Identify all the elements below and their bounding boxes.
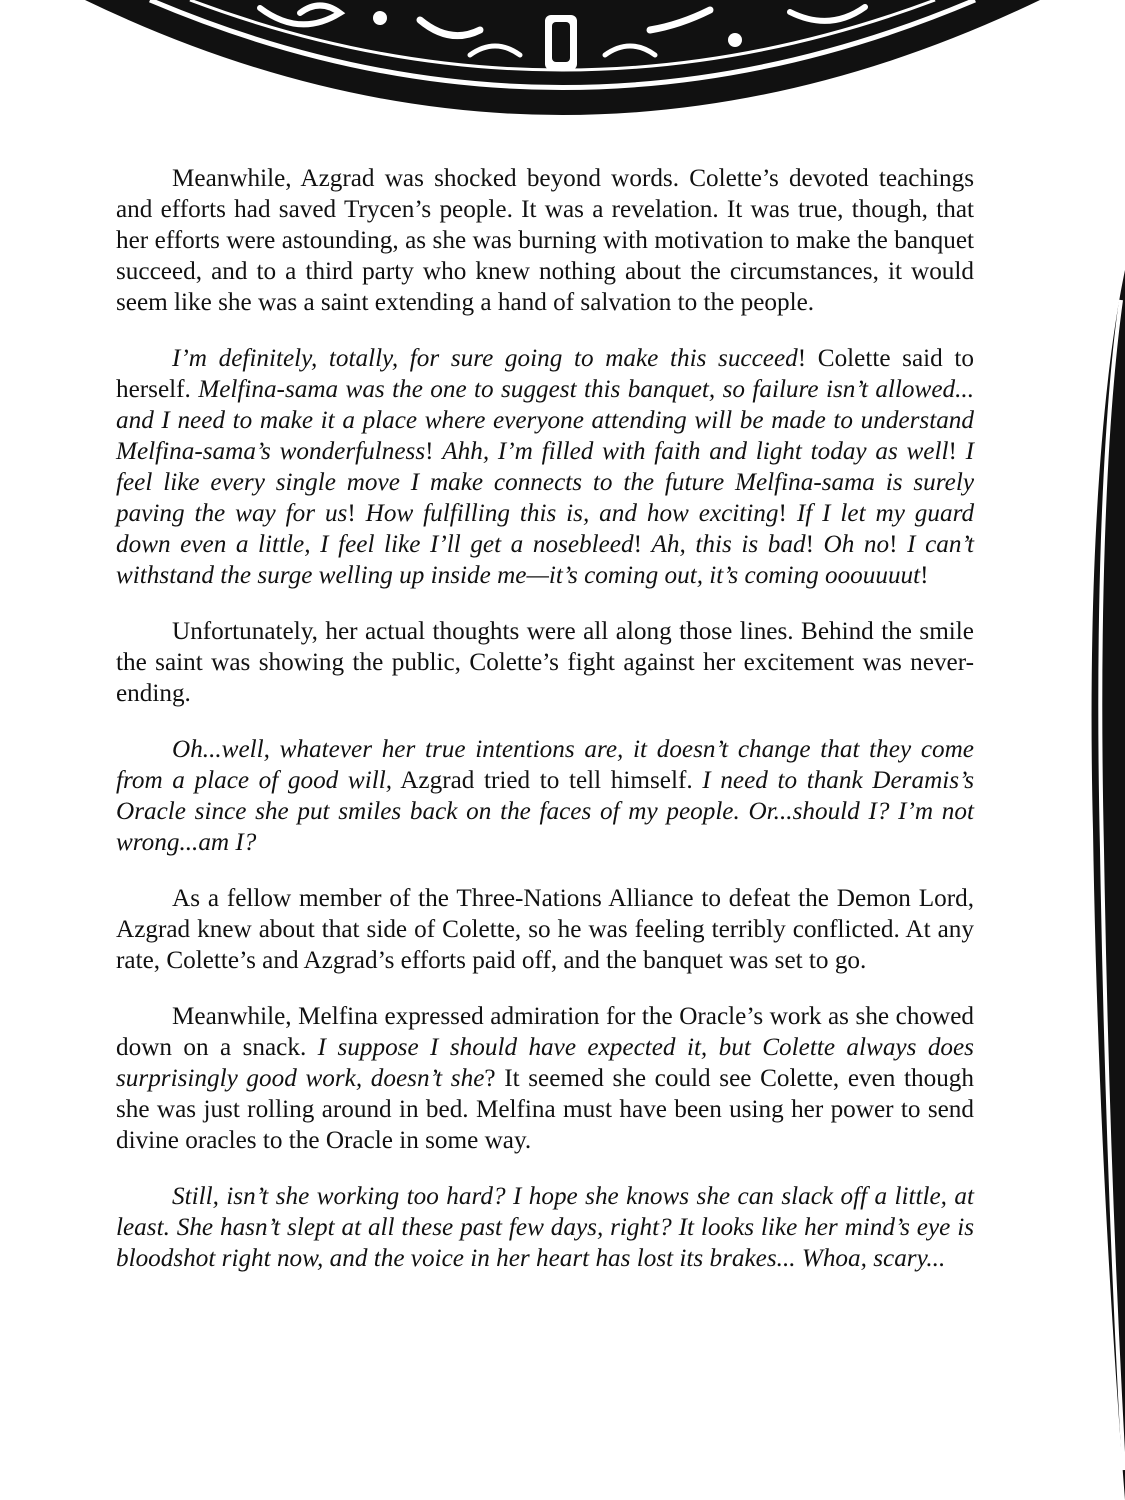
right-side-ornament [1075,270,1125,1500]
italic-thought-text: I can’t withstand the surge welling up inside me—it’s coming out, it’s coming ooouuuut [116,531,975,589]
italic-thought-text: Ahh, I’m filled with faith and light today as well [442,438,949,465]
italic-thought-text: Ah, this is bad [651,531,806,558]
narration-text: Unfortunately, her actual thoughts were all along those lines. Behind the smile the saint was showing the public, Colette’s fight against her excitement was never-ending. [116,618,974,707]
narration-text: As a fellow member of the Three-Nations Alliance to defeat the Demon Lord, Azgrad knew about that side of Colette, so he was feeling terribly conflicted. At any rate, Colette’s and Azgrad’s efforts paid off, and the banquet was set to go. [116,885,974,974]
narration-text: ! [889,531,908,558]
narration-text: ! Colette said to herself. [116,345,974,403]
italic-thought-text: Oh no [823,531,890,558]
paragraph [116,734,974,858]
italic-thought-text: Still, isn’t she working too hard? I hope she knows she can slack off a little, at least. She hasn’t slept at all these past few days, right? It looks like her mind’s eye is bloodshot right now, and the voice in her heart has lost its brakes... Whoa, scary... [116,1183,974,1272]
paragraph [116,343,974,591]
italic-thought-text: I’m definitely, totally, for sure going to make this succeed [172,345,798,372]
narration-text: ! [633,531,652,558]
narration-text: ? It seemed she could see Colette, even though she was just rolling around in bed. Melfina must have been using her power to send divine oracles to the Oracle in some way. [116,1065,974,1154]
narration-text: ! [920,562,929,589]
book-page-text [116,163,974,1299]
italic-thought-text: Melfina-sama was the one to suggest this banquet, so failure isn’t allowed... and I need to make it a place where everyone attending will be made to understand Melfina-sama’s wonderfulness [116,376,974,465]
paragraph [116,883,974,976]
italic-thought-text: I need to thank Deramis’s Oracle since she put smiles back on the faces of my people. Or...should I? I’m not wrong...am I? [116,767,974,856]
narration-text: Meanwhile, Melfina expressed admiration for the Oracle’s work as she chowed down on a snack. [116,1003,974,1061]
paragraph [116,616,974,709]
italic-thought-text: Oh...well, whatever her true intentions are, it doesn’t change that they come from a place of good will, [116,736,974,794]
italic-thought-text: I suppose I should have expected it, but Colette always does surprisingly good work, doesn’t she [116,1034,974,1092]
paragraph [116,1001,974,1156]
top-ornamental-border [0,0,1125,120]
italic-thought-text: I feel like every single move I make connects to the future Melfina-sama is surely paving the way for us [116,438,975,527]
narration-text: Meanwhile, Azgrad was shocked beyond words. Colette’s devoted teachings and efforts had saved Trycen’s people. It was a revelation. It was true, though, that her efforts were astounding, as she was burning with motivation to make the banquet succeed, and to a third party who knew nothing about the circumstances, it would seem like she was a saint extending a hand of salvation to the people. [116,165,974,316]
narration-text: ! [778,500,797,527]
paragraph [116,1181,974,1274]
italic-thought-text: How fulfilling this is, and how exciting [365,500,779,527]
narration-text: ! [425,438,443,465]
paragraph [116,163,974,318]
narration-text: Azgrad tried to tell himself. [392,767,703,794]
narration-text: ! [805,531,824,558]
narration-text: ! [347,500,366,527]
narration-text: ! [948,438,966,465]
italic-thought-text: If I let my guard down even a little, I feel like I’ll get a nosebleed [116,500,975,558]
